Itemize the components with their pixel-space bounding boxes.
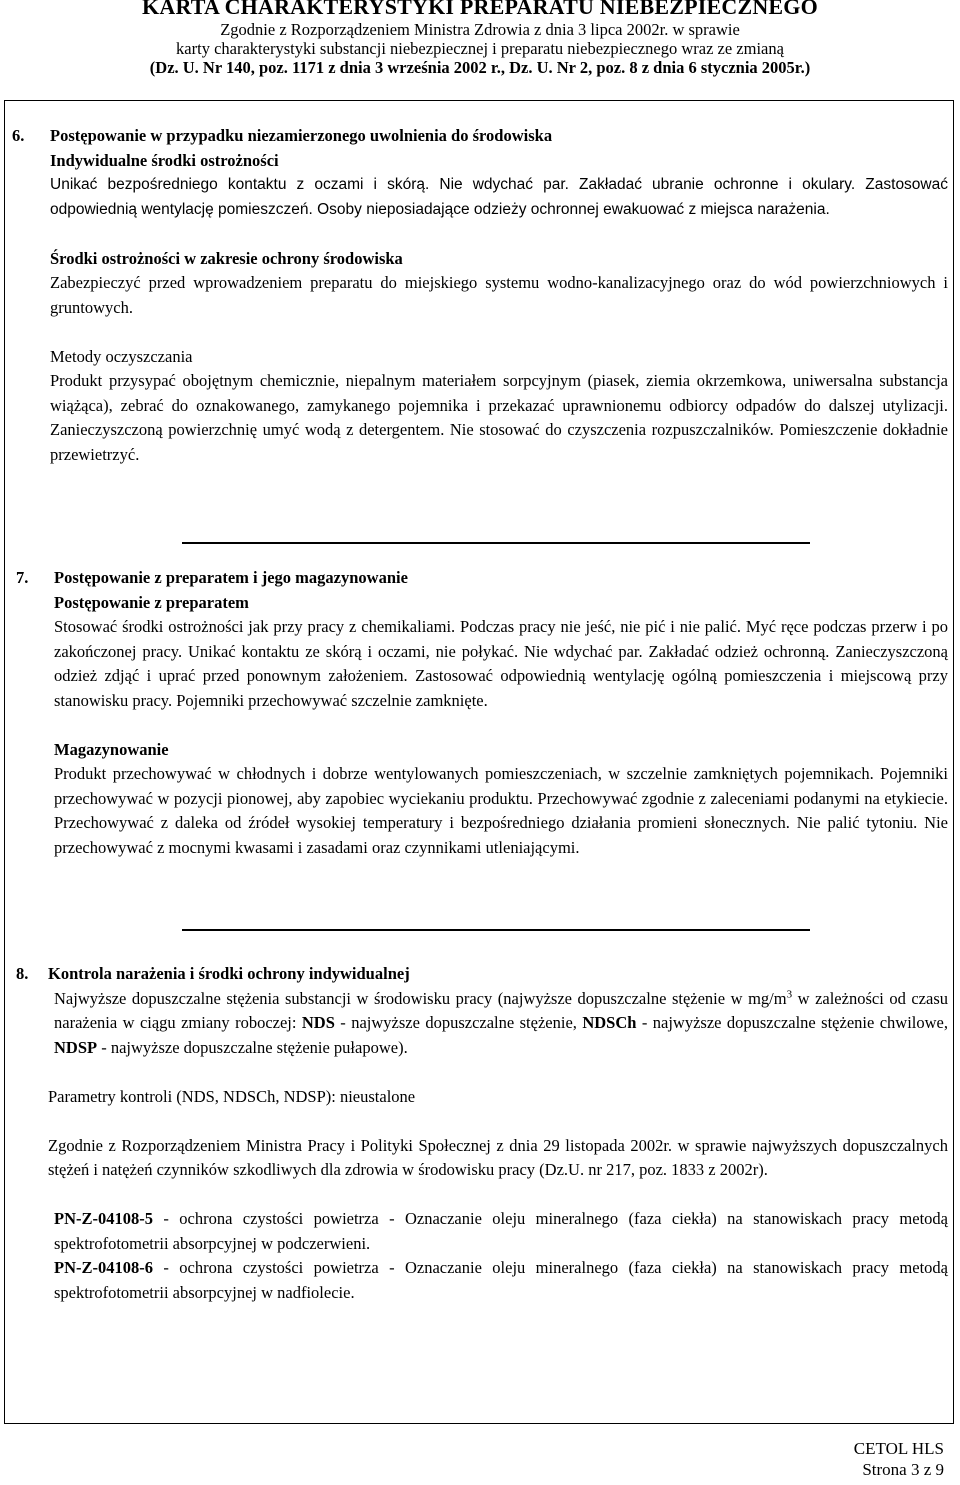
section-6-sub2-title: Środki ostrożności w zakresie ochrony środowiska [50,248,403,268]
section-8-title: Kontrola narażenia i środki ochrony indywidualnej [48,964,410,983]
section-7-sub2-text: Produkt przechowywać w chłodnych i dobrze wentylowanych pomieszczeniach, w szczelnie zamkniętych pojemnikach. Pojemniki przechowywać w pozycji pionowej, aby zapobiec wyciekaniu produktu. Przechowywać zgodnie z zaleceniami podanymi na etykiecie. Przechowywać z daleka od źródeł wysokiej temperatury i bezpośredniego działania promieni słonecznych. Nie palić tytoniu. Nie przechowywać z mocnymi kwasami i zasadami oraz czynnikami utleniającymi. [54,764,948,857]
section-8-number: 8. [16,964,29,983]
section-8 [16,962,948,1305]
section-6 [12,124,948,467]
section-6-sub2-text: Zabezpieczyć przed wprowadzeniem preparatu do miejskiego systemu wodno-kanalizacyjnego oraz do wód powierzchniowych i gruntowych. [50,273,948,317]
section-6-sub1-text: Unikać bezpośredniego kontaktu z oczami i skórą. Nie wdychać par. Zakładać ubranie ochronne i okulary. Zastosować odpowiednią wentylację pomieszczeń. Osoby nieposiadające odzieży ochronnej ewakuować z miejsca narażenia. [50,176,948,218]
regulation-line-1: Zgodnie z Rozporządzeniem Ministra Zdrowia z dnia 3 lipca 2002r. w sprawie [220,19,740,39]
section-8-regulation: Zgodnie z Rozporządzeniem Ministra Pracy i Polityki Społecznej z dnia 29 listopada 2002r. w sprawie najwyższych dopuszczalnych stężeń i natężeń czynników szkodliwych dla zdrowia w środowisku pracy (Dz.U. nr 217, poz. 1833 z 2002r). [48,1135,948,1179]
section-6-sub3-text: Produkt przysypać obojętnym chemicznie, niepalnym materiałem sorpcyjnym (piasek, ziemia okrzemkowa, uniwersalna substancja wiążąca), zebrać do oznakowanego, zamykanego pojemnika i przekazać uprawnionemu odbiorcy odpadów do dalszej utylizacji. Zanieczyszczoną powierzchnię umyć wodą z detergentem. Nie stosować do czyszczenia rozpuszczalników. Pomieszczenie dokładnie przewietrzyć. [50,371,948,464]
section-6-title: Postępowanie w przypadku niezamierzonego uwolnienia do środowiska [50,126,553,145]
section-7-sub2-title: Magazynowanie [54,739,169,759]
section-8-parameters: Parametry kontroli (NDS, NDSCh, NDSP): nieustalone [48,1086,416,1106]
regulation-line-3: (Dz. U. Nr 140, poz. 1171 z dnia 3 września 2002 r., Dz. U. Nr 2, poz. 8 z dnia 6 stycznia 2005r.) [149,57,811,77]
section-7 [16,566,948,860]
product-name: CETOL HLS [853,1439,944,1458]
section-divider-2 [182,929,810,931]
regulation-line-2: karty charakterystyki substancji niebezpiecznej i preparatu niebezpiecznego wraz ze zmianą [176,38,784,58]
document-title: KARTA CHARAKTERYSTYKI PREPARATU NIEBEZPIECZNEGO [142,0,818,19]
standard-1-code: PN-Z-04108-5 [54,1209,153,1228]
section-6-number: 6. [12,126,25,145]
section-7-title: Postępowanie z preparatem i jego magazynowanie [54,568,408,587]
standard-1: PN-Z-04108-5 - ochrona czystości powietrza - Oznaczanie oleju mineralnego (faza ciekła) na stanowiskach pracy metodą spektrofotometrii absorpcyjnej w podczerwieni. [54,1209,948,1253]
section-6-sub3-title: Metody oczyszczania [50,346,193,366]
standard-2-code: PN-Z-04108-6 [54,1258,153,1277]
section-7-sub1-text: Stosować środki ostrożności jak przy pracy z chemikaliami. Podczas pracy nie jeść, nie pić i nie palić. Myć ręce podczas przerw i po zakończonej pracy. Unikać kontaktu ze skórą i oczami, nie połykać. Nie wdychać par. Zakładać odzież ochronną. Zanieczyszczoną odzież zdjąć i uprać przed ponownym założeniem. Zastosować odpowiednią wentylację ogólną pomieszczenia i miejscową przy stanowisku pracy. Pojemniki przechowywać szczelnie zamknięte. [54,617,948,710]
nds-term: NDS [301,1013,335,1032]
section-7-number: 7. [16,568,29,587]
ndsp-term: NDSP [54,1037,98,1057]
section-6-sub1-title: Indywidualne środki ostrożności [50,150,279,170]
document-header [0,0,960,77]
section-7-sub1-title: Postępowanie z preparatem [54,592,249,612]
section-divider-1 [182,542,810,544]
page-number: Strona 3 z 9 [862,1460,944,1479]
ndsch-term: NDSCh [582,1013,637,1032]
standard-2: PN-Z-04108-6 - ochrona czystości powietrza - Oznaczanie oleju mineralnego (faza ciekła) na stanowiskach pracy metodą spektrofotometrii absorpcyjnej w nadfiolecie. [54,1258,948,1302]
section-8-limits-text: Najwyższe dopuszczalne stężenia substancji w środowisku pracy (najwyższe dopuszczalne stężenie w $mg/m^3$ w zależności od czasu narażenia w ciągu zmiany roboczej: NDS - najwyższe dopuszczalne stężenie, NDSCh - najwyższe dopuszczalne stężenie chwilowe, NDSP - najwyższe dopuszczalne stężenie pułapowe). [54,988,948,1057]
page-footer [854,1438,944,1480]
